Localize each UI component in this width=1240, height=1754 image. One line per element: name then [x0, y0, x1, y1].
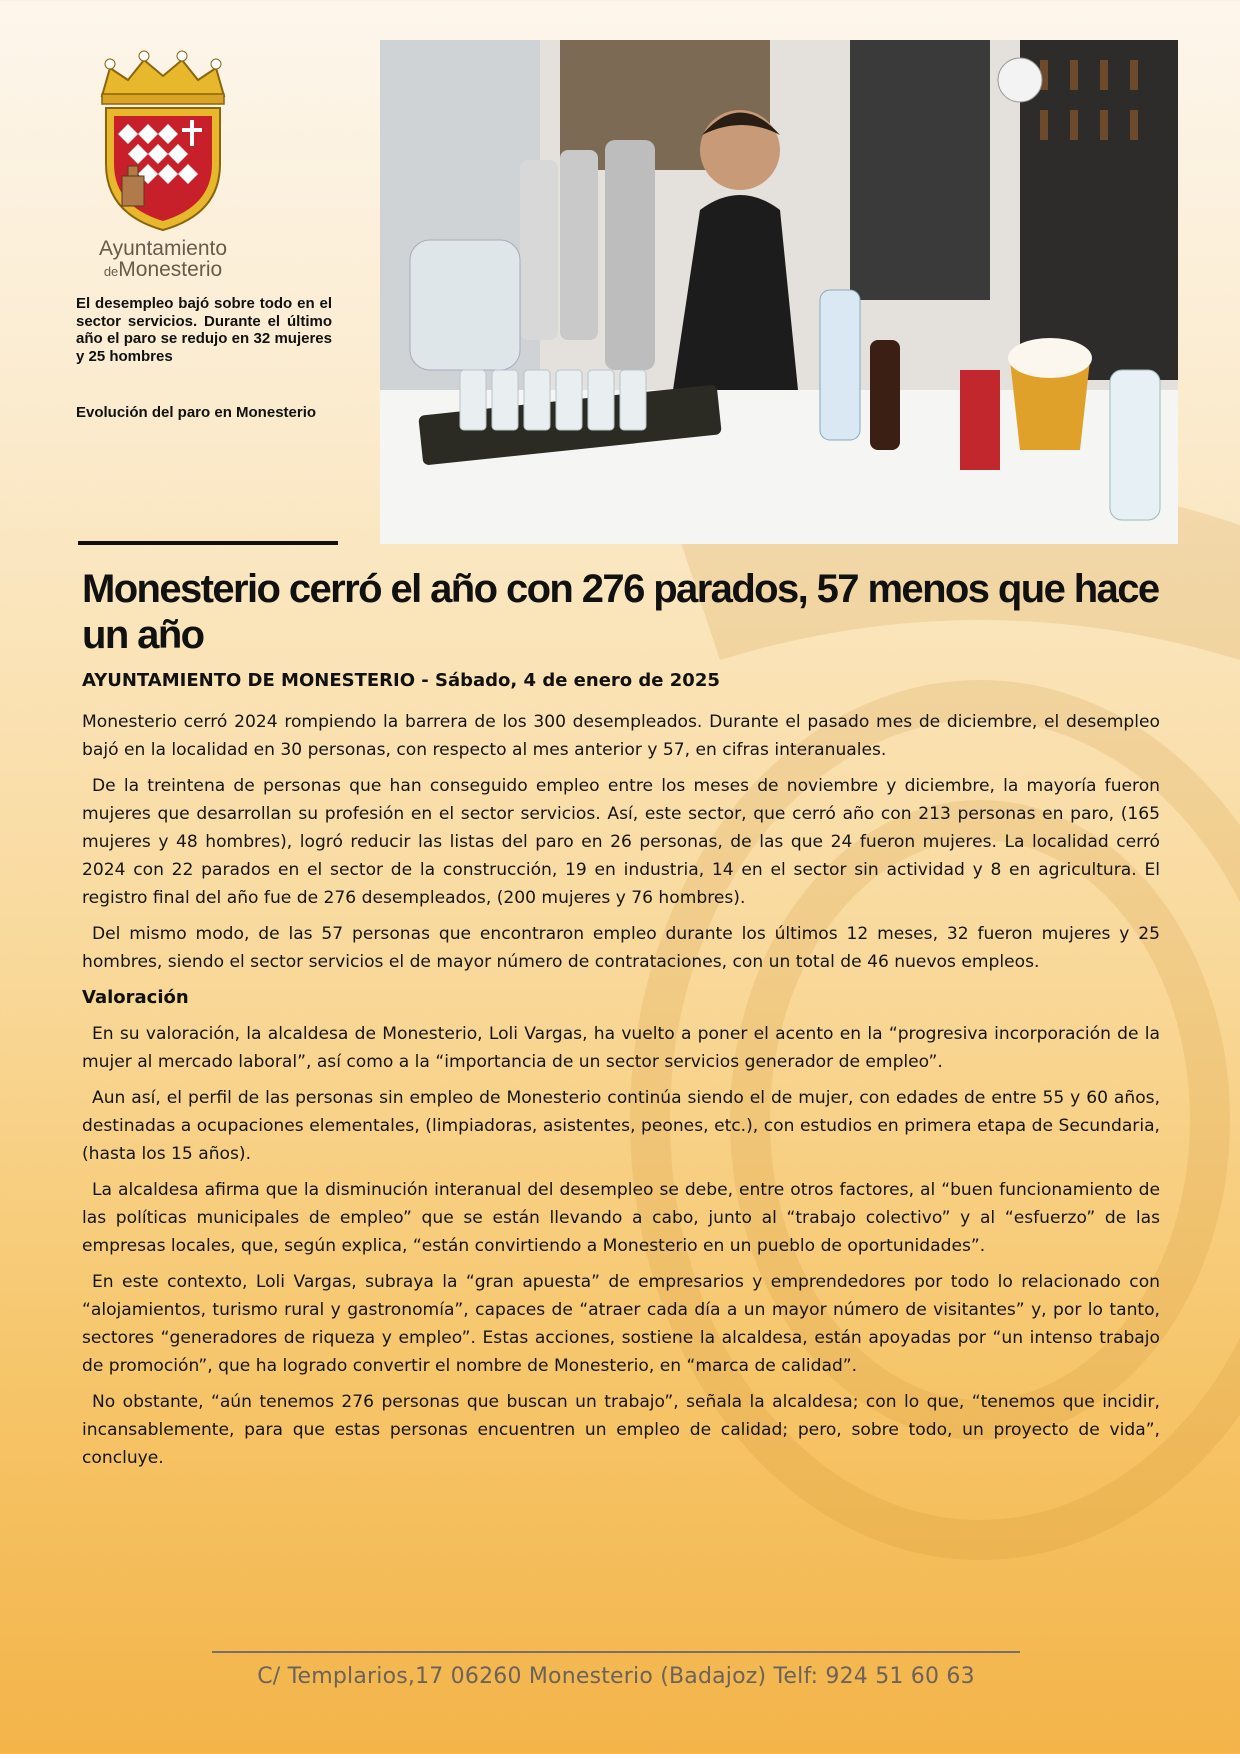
paragraph-2: De la treintena de personas que han conseguido empleo entre los meses de noviembre y diciembre, la mayoría fueron mujeres que desarrollan su profesión en el sector servicios. Así, este sector, que cerró año con 213 personas en paro, (165 mujeres y 48 hombres), logró reducir las listas del paro en 26 personas, de las que 24 fueron mujeres. La localidad cerró 2024 con 22 parados en el sector de la construcción, 19 en industria, 14 en el sector sin actividad y 8 en agricultura. El registro final del año fue de 276 desempleados, (200 mujeres y 76 hombres).	[82, 776, 1160, 908]
logo-line-2: Monesterio	[118, 258, 223, 281]
article-body	[82, 708, 1160, 1480]
article-headline: Monesterio cerró el año con 276 parados, 57 menos que hace un año	[82, 567, 1159, 657]
paragraph-1: Monesterio cerró 2024 rompiendo la barrera de los 300 desempleados. Durante el pasado mes de diciembre, el desempleo bajó en la localidad en 30 personas, con respecto al mes anterior y 57, en cifras interanuales.	[82, 712, 1160, 760]
article-byline: AYUNTAMIENTO DE MONESTERIO - Sábado, 4 de enero de 2025	[82, 670, 720, 691]
paragraph-4: En su valoración, la alcaldesa de Monesterio, Loli Vargas, ha vuelto a poner el acento en la “progresiva incorporación de la mujer al mercado laboral”, así como a la “importancia de un sector servicios generador de empleo”.	[82, 1024, 1160, 1072]
highlight-caption: El desempleo bajó sobre todo en el sector servicios. Durante el último año el paro se redujo en 32 mujeres y 25 hombres	[76, 295, 332, 365]
paragraph-6: La alcaldesa afirma que la disminución interanual del desempleo se debe, entre otros factores, al “buen funcionamiento de las políticas municipales de empleo” que se están llevando a cabo, junto al “trabajo colectivo” y al “esfuerzo” de las empresas locales, que, según explica, “están convirtiendo a Monesterio en un pueblo de oportunidades”.	[82, 1180, 1160, 1256]
paragraph-8: No obstante, “aún tenemos 276 personas que buscan un trabajo”, señala la alcaldesa; con lo que, “tenemos que incidir, incansablemente, para que estas personas encuentren un empleo de calidad; pero, sobre todo, un proyecto de vida”, concluye.	[82, 1392, 1160, 1468]
coat-of-arms-icon	[88, 46, 238, 236]
footer-address: C/ Templarios,17 06260 Monesterio (Badajoz) Telf: 924 51 60 63	[257, 1664, 975, 1689]
footer-divider	[212, 1651, 1020, 1653]
sidebar-divider	[78, 541, 338, 545]
section-heading: Valoración	[82, 987, 189, 1008]
logo-line-2-prefix: de	[103, 264, 119, 279]
article-photo	[380, 40, 1178, 544]
bar-scene-image	[380, 40, 1178, 544]
chart-caption: Evolución del paro en Monesterio	[76, 404, 317, 421]
logo-line-1: Ayuntamiento	[98, 237, 228, 260]
paragraph-5: Aun así, el perfil de las personas sin empleo de Monesterio continúa siendo el de mujer, con edades de entre 55 y 60 años, destinadas a ocupaciones elementales, (limpiadoras, asistentes, peones, etc.), con estudios en primera etapa de Secundaria, (hasta los 15 años).	[82, 1088, 1160, 1164]
paragraph-3: Del mismo modo, de las 57 personas que encontraron empleo durante los últimos 12 meses, 32 fueron mujeres y 25 hombres, siendo el sector servicios el de mayor número de contrataciones, con un total de 46 nuevos empleos.	[82, 924, 1160, 972]
municipal-logo	[88, 46, 238, 286]
paragraph-7: En este contexto, Loli Vargas, subraya la “gran apuesta” de empresarios y emprendedores por todo lo relacionado con “alojamientos, turismo rural y gastronomía”, capaces de “atraer cada día a un mayor número de visitantes” y, por lo tanto, sectores “generadores de riqueza y empleo”. Estas acciones, sostiene la alcaldesa, están apoyadas por “un intenso trabajo de promoción”, que ha logrado convertir el nombre de Monesterio, en “marca de calidad”.	[82, 1272, 1160, 1376]
